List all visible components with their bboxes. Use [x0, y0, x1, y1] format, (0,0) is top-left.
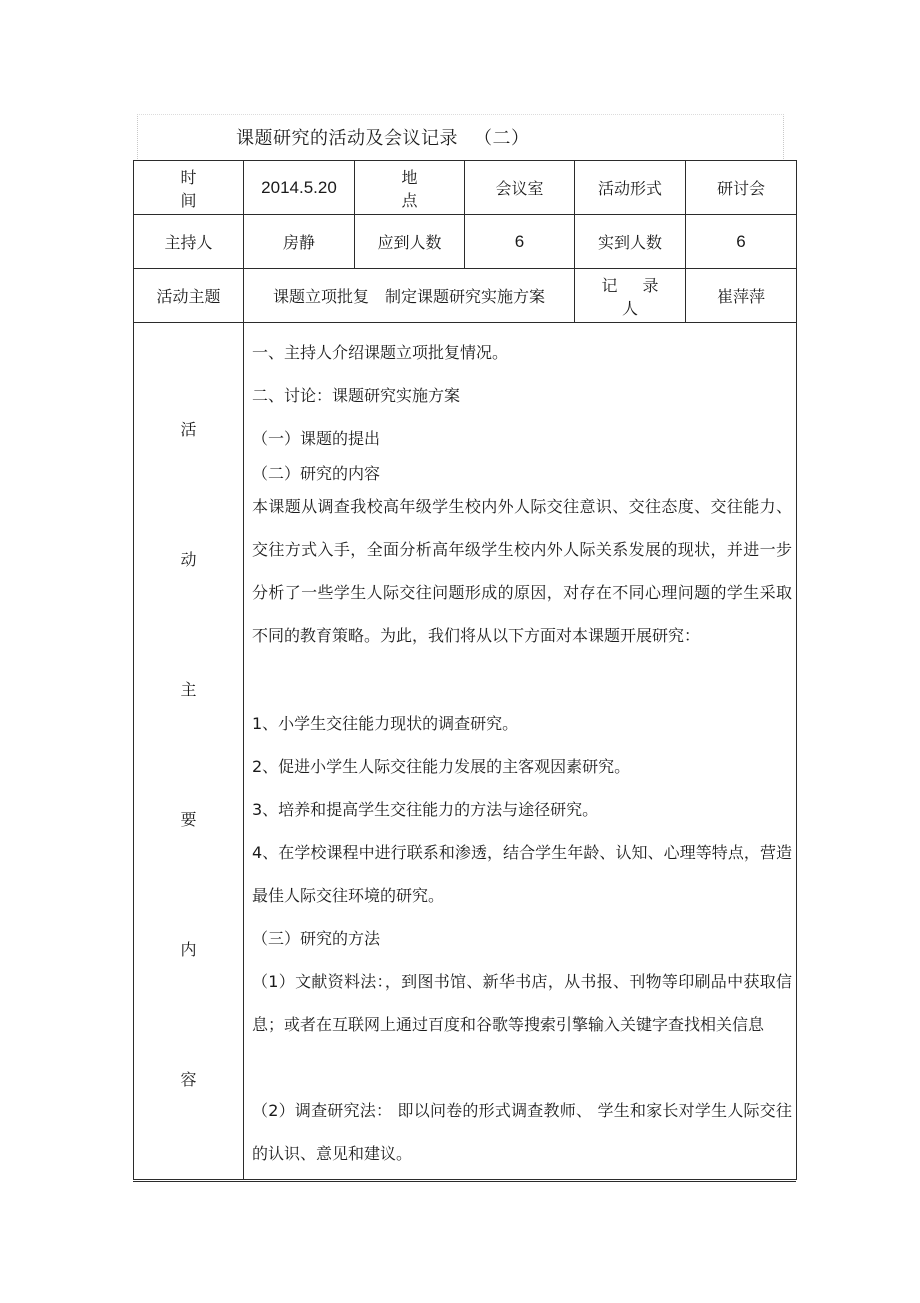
main-label-char: 动: [180, 550, 197, 569]
host-label: 主持人: [134, 215, 244, 269]
table-bottom-rule: [133, 1181, 796, 1182]
content-heading: （三）研究的方法: [252, 929, 381, 948]
theme-value: 课题立项批复 制定课题研究实施方案: [244, 269, 575, 323]
main-content-body: [244, 323, 797, 1180]
content-method: （1）文献资料法：，到图书馆、新华书店，从书报、刊物等印刷品中获取信息；或者在互联网上通过百度和谷歌等搜索引擎输入关键字查找相关信息: [252, 972, 792, 1034]
activity-form-value: 研讨会: [686, 161, 797, 215]
table-row-host: [134, 215, 797, 269]
time-value: 2014.5.20: [244, 161, 355, 215]
content-list-item: 2、促进小学生人际交往能力发展的主客观因素研究。: [252, 757, 631, 776]
meeting-record-table: [133, 160, 797, 1180]
main-content-label: [134, 323, 244, 1180]
theme-label: 活动主题: [134, 269, 244, 323]
content-line: 一、主持人介绍课题立项批复情况。: [252, 343, 509, 362]
recorder-label: 记 录 人: [575, 269, 686, 323]
page-title: [236, 124, 530, 150]
title-text: 课题研究的活动及会议记录: [236, 128, 458, 149]
time-label: 时 间: [134, 161, 244, 215]
main-label-char: 容: [180, 1070, 197, 1089]
main-label-char: 内: [180, 940, 197, 959]
activity-form-label: 活动形式: [575, 161, 686, 215]
actual-count-value: 6: [686, 215, 797, 269]
main-label-char: 活: [180, 420, 197, 439]
main-label-char: 主: [180, 680, 197, 699]
content-list-item: 3、培养和提高学生交往能力的方法与途径研究。: [252, 800, 599, 819]
content-list-item: 1、小学生交往能力现状的调查研究。: [252, 714, 519, 733]
main-label-char: 要: [180, 810, 197, 829]
recorder-value: 崔萍萍: [686, 269, 797, 323]
place-label: 地 点: [355, 161, 465, 215]
actual-count-label: 实到人数: [575, 215, 686, 269]
expected-count-label: 应到人数: [355, 215, 465, 269]
title-suffix: （二）: [474, 128, 530, 149]
content-heading: （一）课题的提出: [252, 429, 381, 448]
expected-count-value: 6: [465, 215, 575, 269]
table-row-time: [134, 161, 797, 215]
content-paragraph: 本课题从调查我校高年级学生校内外人际交往意识、交往态度、交往能力、交往方式入手，全面分析高年级学生校内外人际关系发展的现状，并进一步分析了一些学生人际交往问题形成的原因，对存在不同心理问题的学生采取不同的教育策略。为此，我们将从以下方面对本课题开展研究：: [252, 497, 792, 645]
content-method: （2）调查研究法： 即以问卷的形式调查教师、 学生和家长对学生人际交往的认识、意见和建议。: [252, 1101, 792, 1163]
host-value: 房静: [244, 215, 355, 269]
table-row-main-content: [134, 323, 797, 1180]
content-heading: （二）研究的内容: [252, 464, 381, 483]
content-line: 二、讨论：课题研究实施方案: [252, 386, 461, 405]
table-row-theme: [134, 269, 797, 323]
place-value: 会议室: [465, 161, 575, 215]
content-list-item: 4、在学校课程中进行联系和渗透，结合学生年龄、认知、心理等特点，营造最佳人际交往环境的研究。: [252, 843, 792, 905]
